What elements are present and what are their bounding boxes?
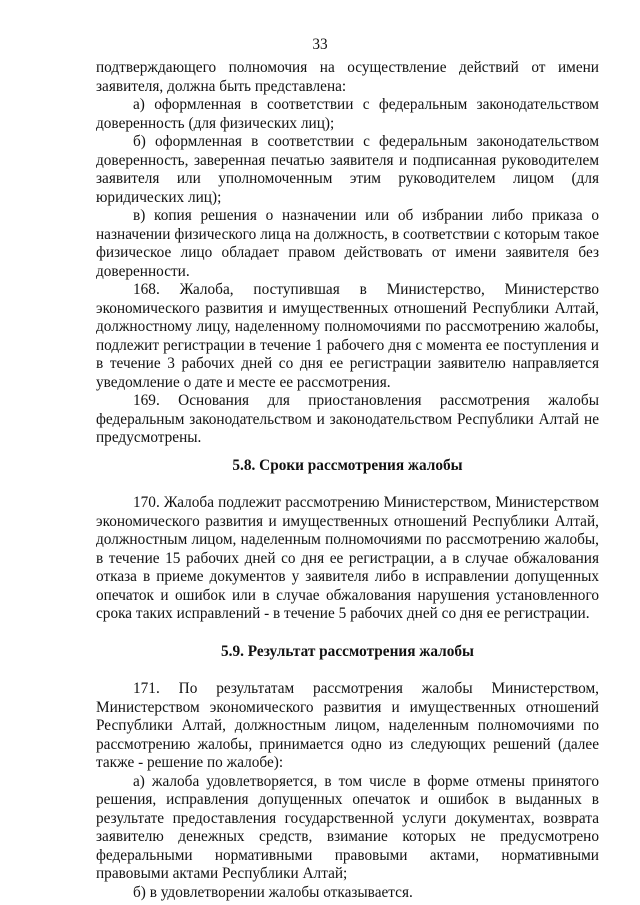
paragraph-171: 171. По результатам рассмотрения жалобы Министерством, Министерством экономического развития и имущественных отношений Республики Алтай, должностным лицом, наделенным полномочиями по рассмотрению жалобы, принимается одно из следующих решений (далее также - решение по жалобе): [96, 680, 599, 771]
spacer [96, 475, 599, 494]
paragraph-168: 168. Жалоба, поступившая в Министерство, Министерство экономического развития и имущественных отношений Республики Алтай, должностному лицу, наделенному полномочиями по рассмотрению жалобы, подлежит регистрации в течение 1 рабочего дня с момента ее поступления и в течение 3 рабочих дней со дня ее регистрации заявителю направляется уведомление о дате и месте ее рассмотрения. [96, 281, 599, 391]
paragraph-item-a: а) оформленная в соответствии с федеральным законодательством доверенность (для физических лиц); [96, 96, 599, 132]
page-number: 33 [312, 36, 328, 53]
section-heading-5-8: 5.8. Сроки рассмотрения жалобы [232, 456, 463, 474]
spacer [96, 661, 599, 680]
paragraph-170: 170. Жалоба подлежит рассмотрению Министерством, Министерством экономического развития и имущественных отношений Республики Алтай, должностным лицом, наделенным полномочиями по рассмотрению жалобы, в течение 15 рабочих дней со дня ее регистрации, а в случае обжалования отказа в приеме документов у заявителя либо в исправлении допущенных опечаток и ошибок или в случае обжалования нарушения установленного срока таких исправлений - в течение 5 рабочих дней со дня ее регистрации. [96, 494, 599, 622]
paragraph-continuation: подтверждающего полномочия на осуществление действий от имени заявителя, должна быть представлена: [96, 59, 599, 95]
spacer [96, 624, 599, 643]
paragraph-169: 169. Основания для приостановления рассмотрения жалобы федеральным законодательством и законодательством Республики Алтай не предусмотрены. [96, 392, 599, 446]
paragraph-item-v: в) копия решения о назначении или об избрании либо приказа о назначении физического лица на должность, в соответствии с которым такое физическое лицо обладает правом действовать от имени заявителя без доверенности. [96, 207, 599, 280]
paragraph-171-b: б) в удовлетворении жалобы отказывается. [133, 883, 413, 901]
section-heading-5-9: 5.9. Результат рассмотрения жалобы [221, 642, 474, 660]
spacer [96, 448, 599, 457]
paragraph-171-a: а) жалоба удовлетворяется, в том числе в форме отмены принятого решения, исправления допущенных опечаток и ошибок в выданных в результате предоставления государственной услуги документах, возврата заявителю денежных средств, взимание которых не предусмотрено федеральными нормативными правовыми актами, нормативными правовыми актами Республики Алтай; [96, 772, 599, 882]
paragraph-item-b: б) оформленная в соответствии с федеральным законодательством доверенность, заверенная печатью заявителя и подписанная руководителем заявителя или уполномоченным этим руководителем лицом (для юридических лиц); [96, 133, 599, 206]
document-body [96, 59, 599, 902]
